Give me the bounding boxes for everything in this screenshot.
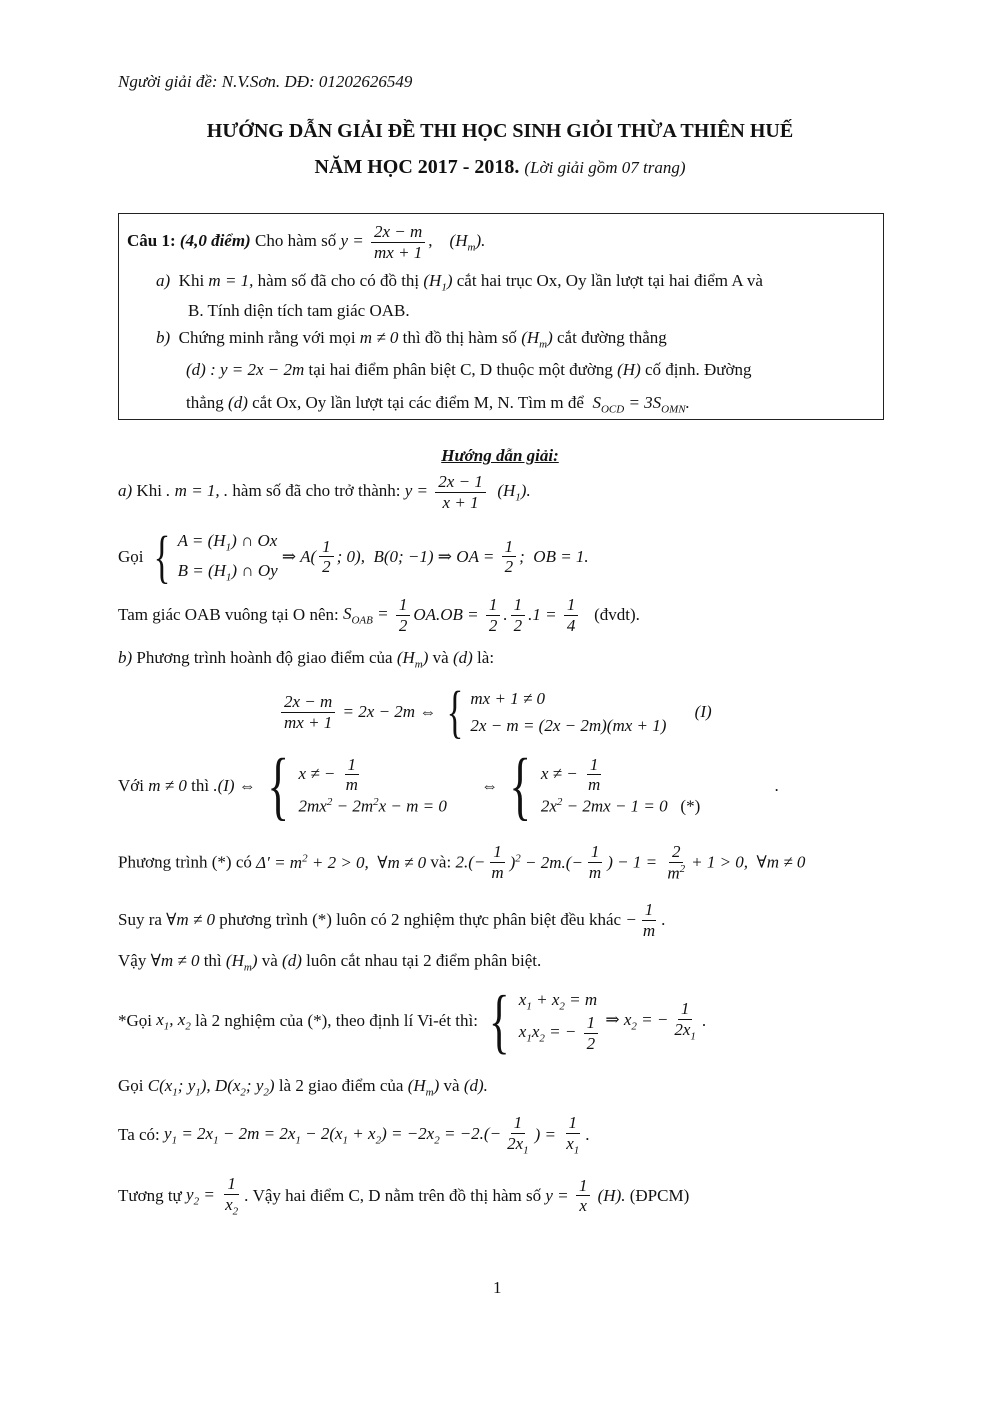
question-line-1: Câu 1: (4,0 điểm) Cho hàm số y = $\frac{2x - m}{mx + 1}$ , $(H_m)$. (127, 222, 486, 262)
solution-a-line-3: Tam giác OAB vuông tại O nên: $S_{OAB}$ = $\frac{1}{2}$ OA.OB = $\frac{1}{2}$ . $\frac{1}{2}$ .1 = $\frac{1}{4}$ (đvdt). (118, 595, 640, 635)
question-a-line-2: B. Tính diện tích tam giác OAB. (188, 301, 410, 320)
solution-b-vieta: *Gọi $x_1$, $x_2$ là 2 nghiệm của (*), theo định lí Vi-ét thì: { $x_1 + x_2 = m$ $x_1x_2$ = − $\frac{1}{2}$ ⇒ $x_2$ = − $\frac{1}{2x_1}$ . (118, 981, 707, 1061)
author-line: Người giải đề: N.V.Sơn. DĐ: 01202626549 (118, 72, 413, 91)
question-b-line-2: (d) : y = 2x − 2m tại hai điểm phân biệt C, D thuộc một đường (H) cố định. Đường (186, 360, 752, 379)
page-title: HƯỚNG DẪN GIẢI ĐỀ THI HỌC SINH GIỎI THỪA THIÊN HUẾ (206, 120, 794, 142)
solution-b-vay: Vậy ∀m ≠ 0 thì $(H_m)$ và (d) luôn cắt nhau tại 2 điểm phân biệt. (118, 951, 542, 974)
question-a-line-1: a) Khi m = 1, hàm số đã cho có đồ thị $(H_1)$ cắt hai trục Ox, Oy lần lượt tại hai điểm A và (156, 271, 763, 294)
solution-b-equation-1: $\frac{2x - m}{mx + 1}$ = 2x − 2m ⇔ { mx + 1 ≠ 0 2x − m = (2x − 2m)(mx + 1) (I) (278, 683, 712, 741)
solution-b-line-1: b) Phương trình hoành độ giao điểm của $(H_m)$ và (d) là: (118, 648, 495, 671)
solution-heading: Hướng dẫn giải: (441, 446, 559, 465)
solution-b-tuongtu: Tương tự $y_2$ = $\frac{1}{x_2}$ . Vậy hai điểm C, D nằm trên đồ thị hàm số y = $\frac{1}{x}$ (H). (ĐPCM) (118, 1174, 690, 1217)
solution-b-taco: Ta có: $y_1 = 2x_1 - 2m = 2x_1 - 2(x_1 + x_2) = -2x_2 = -2.(-$ $\frac{1}{2x_1}$ ) = $\frac{1}{x_1}$ . (118, 1113, 590, 1156)
question-b-line-3: thẳng (d) cắt Ox, Oy lần lượt tại các điểm M, N. Tìm m để $S_{OCD} = 3S_{OMN}$. (186, 393, 690, 416)
page-subtitle: NĂM HỌC 2017 - 2018. (Lời giải gồm 07 trang) (314, 156, 686, 178)
page-number: 1 (493, 1278, 502, 1297)
solution-a-line-2: Gọi { $A = (H_1)$ ∩ Ox $B = (H_1)$ ∩ Oy ⇒ A( $\frac{1}{2}$ ; 0), B(0; −1) ⇒ OA = $\frac{1}{2}$ ; OB = 1. (118, 523, 589, 589)
solution-b-system: Với m ≠ 0 thì .(I) ⇔ { x ≠ − $\frac{1}{m}$ $2mx^2 - 2m^2x - m = 0$ ⇔ { x ≠ − $\frac{1}{m}$ $2x^2 - 2mx - 1 = 0$ (*) . (118, 744, 779, 828)
solution-b-points: Gọi $C(x_1$; $y_1$), $D(x_2$; $y_2$) là 2 giao điểm của $(H_m)$ và (d). (118, 1076, 488, 1099)
solution-b-suyra: Suy ra ∀m ≠ 0 phương trình (*) luôn có 2 nghiệm thực phân biệt đều khác − $\frac{1}{m}$ . (118, 900, 666, 940)
solution-b-discriminant: Phương trình (*) có $\Delta' = m^2 + 2 > 0$, ∀m ≠ 0 và: 2.(− $\frac{1}{m}$ )$^2$ − 2m.(− $\frac{1}{m}$ ) − 1 = $\frac{2}{m^2}$ + 1 > 0, ∀m ≠ 0 (118, 842, 806, 883)
solution-a-line-1: a) Khi . m = 1, . hàm số đã cho trở thành: y = $\frac{2x - 1}{x + 1}$ $(H_1)$. (118, 472, 531, 512)
question-b-line-1: b) Chứng minh rằng với mọi m ≠ 0 thì đồ thị hàm số $(H_m)$ cắt đường thẳng (156, 328, 667, 351)
